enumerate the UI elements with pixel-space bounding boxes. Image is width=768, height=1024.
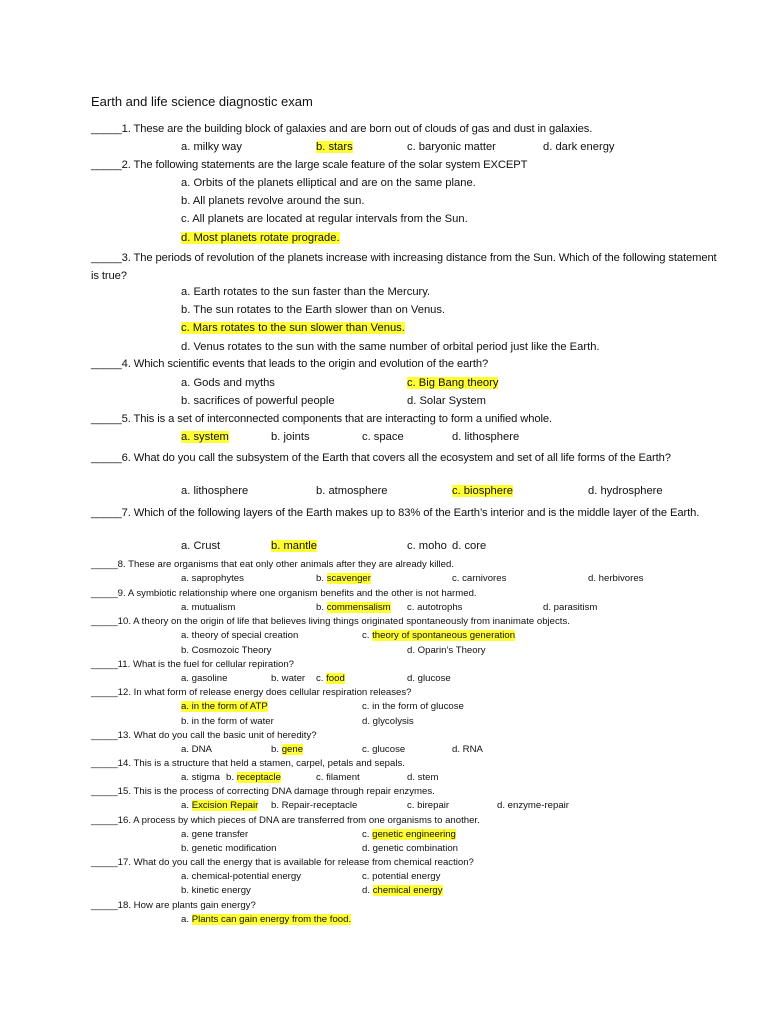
q14-option-d: d. stem — [407, 772, 439, 783]
q3-option-b: b. The sun rotates to the Earth slower than on Venus. — [181, 304, 446, 316]
q14-option-c: c. filament — [316, 772, 360, 783]
question-10: _____10. A theory on the origin of life that believes living things originated spontaneously from inanimate objects. — [91, 616, 570, 627]
q9-option-c: c. autotrophs — [407, 602, 463, 613]
q1-option-a: a. milky way — [181, 141, 242, 153]
q3-option-d: d. Venus rotates to the sun with the same number of orbital period just like the Earth. — [181, 341, 600, 353]
question-12: _____12. In what form of release energy does cellular respiration releases? — [91, 687, 412, 698]
q5-option-c: c. space — [362, 431, 404, 443]
q15-option-c: c. birepair — [407, 800, 450, 811]
question-1: _____1. These are the building block of galaxies and are born out of clouds of gas and dust in galaxies. — [91, 123, 593, 135]
q6-option-c-answer: c. biosphere — [452, 485, 513, 497]
q9-option-b: b. commensalism — [316, 602, 391, 613]
q1-option-d: d. dark energy — [543, 141, 615, 153]
question-15: _____15. This is the process of correcting DNA damage through repair enzymes. — [91, 786, 435, 797]
question-8: _____8. These are organisms that eat only other animals after they are already killed. — [91, 559, 454, 570]
q10-option-c: c. theory of spontaneous generation — [362, 630, 516, 641]
q2-option-d-answer: d. Most planets rotate prograde. — [181, 232, 340, 244]
q10-option-b: b. Cosmozoic Theory — [181, 645, 272, 656]
question-2: _____2. The following statements are the large scale feature of the solar system EXCEPT — [91, 159, 528, 171]
q11-option-c: c. food — [316, 673, 345, 684]
q7-option-b-answer: b. mantle — [271, 540, 318, 552]
q11-option-d: d. glucose — [407, 673, 451, 684]
question-14: _____14. This is a structure that held a stamen, carpel, petals and sepals. — [91, 758, 405, 769]
question-9: _____9. A symbiotic relationship where one organism benefits and the other is not harmed. — [91, 588, 477, 599]
question-5: _____5. This is a set of interconnected components that are interacting to form a unified whole. — [91, 413, 552, 425]
q2-option-a: a. Orbits of the planets elliptical and are on the same plane. — [181, 177, 476, 189]
q7-option-d: d. core — [452, 540, 487, 552]
q15-option-d: d. enzyme-repair — [497, 800, 569, 811]
q7-option-c: c. moho — [407, 540, 447, 552]
q9-option-d: d. parasitism — [543, 602, 598, 613]
q2-option-c: c. All planets are located at regular intervals from the Sun. — [181, 213, 468, 225]
question-17: _____17. What do you call the energy that is available for release from chemical reaction? — [91, 857, 474, 868]
q6-option-d: d. hydrosphere — [588, 485, 663, 497]
question-6: _____6. What do you call the subsystem of the Earth that covers all the ecosystem and set of all life forms of the Earth? — [91, 452, 671, 464]
q9-answer-highlight: commensalism — [326, 602, 391, 613]
q13-answer-highlight: gene — [281, 744, 304, 755]
q15-option-b: b. Repair-receptacle — [271, 800, 358, 811]
q16-answer-highlight: genetic engineering — [372, 829, 456, 840]
exam-title: Earth and life science diagnostic exam — [91, 94, 313, 109]
q5-option-d: d. lithosphere — [452, 431, 520, 443]
q14-option-a: a. stigma — [181, 772, 220, 783]
q6-option-b: b. atmosphere — [316, 485, 388, 497]
q12-option-a-answer: a. in the form of ATP — [181, 701, 268, 712]
q12-option-c: c. in the form of glucose — [362, 701, 464, 712]
question-13: _____13. What do you call the basic unit of heredity? — [91, 730, 317, 741]
question-16: _____16. A process by which pieces of DNA are transferred from one organisms to another. — [91, 815, 480, 826]
q6-option-a: a. lithosphere — [181, 485, 249, 497]
q16-option-c: c. genetic engineering — [362, 829, 456, 840]
q14-option-b: b. receptacle — [226, 772, 281, 783]
q10-option-a: a. theory of special creation — [181, 630, 299, 641]
q9-option-a: a. mutualism — [181, 602, 236, 613]
q1-option-b-answer: b. stars — [316, 141, 353, 153]
q7-option-a: a. Crust — [181, 540, 221, 552]
q16-option-d: d. genetic combination — [362, 843, 458, 854]
q10-option-d: d. Oparin’s Theory — [407, 645, 486, 656]
q17-option-a: a. chemical-potential energy — [181, 871, 301, 882]
question-11: _____11. What is the fuel for cellular repiration? — [91, 659, 295, 670]
q8-option-a: a. saprophytes — [181, 573, 244, 584]
q12-option-b: b. in the form of water — [181, 716, 274, 727]
question-18: _____18. How are plants gain energy? — [91, 900, 256, 911]
q13-option-d: d. RNA — [452, 744, 483, 755]
q8-option-b: b. scavenger — [316, 573, 371, 584]
q16-option-b: b. genetic modification — [181, 843, 277, 854]
q8-option-d: d. herbivores — [588, 573, 644, 584]
q10-answer-highlight: theory of spontaneous generation — [372, 630, 516, 641]
q4-option-d: d. Solar System — [407, 395, 486, 407]
q17-option-c: c. potential energy — [362, 871, 441, 882]
q18-answer-highlight: Plants can gain energy from the food. — [191, 914, 352, 925]
q17-option-d: d. chemical energy — [362, 885, 443, 896]
q11-answer-highlight: food — [326, 673, 345, 684]
q4-option-a: a. Gods and myths — [181, 377, 275, 389]
q8-answer-highlight: scavenger — [326, 573, 371, 584]
q15-answer-highlight: Excision Repair — [191, 800, 259, 811]
q16-option-a: a. gene transfer — [181, 829, 249, 840]
q11-option-a: a. gasoline — [181, 673, 228, 684]
q4-option-b: b. sacrifices of powerful people — [181, 395, 335, 407]
q5-option-a-answer: a. system — [181, 431, 229, 443]
q18-option-a: a. Plants can gain energy from the food. — [181, 914, 352, 925]
q3-option-a: a. Earth rotates to the sun faster than the Mercury. — [181, 286, 431, 298]
q8-option-c: c. carnivores — [452, 573, 507, 584]
q13-option-b: b. gene — [271, 744, 304, 755]
q15-option-a: a. Excision Repair — [181, 800, 259, 811]
q17-option-b: b. kinetic energy — [181, 885, 251, 896]
question-7: _____7. Which of the following layers of the Earth makes up to 83% of the Earth’s interior and is the middle layer of the Earth. — [91, 507, 700, 519]
q12-option-d: d. glycolysis — [362, 716, 414, 727]
q11-option-b: b. water — [271, 673, 306, 684]
q13-option-a: a. DNA — [181, 744, 212, 755]
question-3: _____3. The periods of revolution of the planets increase with increasing distance from the Sun. Which of the following statement is true? — [91, 252, 717, 282]
q2-option-b: b. All planets revolve around the sun. — [181, 195, 365, 207]
q13-option-c: c. glucose — [362, 744, 406, 755]
question-4: _____4. Which scientific events that leads to the origin and evolution of the earth? — [91, 358, 489, 370]
q17-answer-highlight: chemical energy — [372, 885, 443, 896]
q1-option-c: c. baryonic matter — [407, 141, 496, 153]
q4-option-c-answer: c. Big Bang theory — [407, 377, 499, 389]
q3-option-c-answer: c. Mars rotates to the sun slower than Venus. — [181, 322, 405, 334]
q14-answer-highlight: receptacle — [236, 772, 281, 783]
q5-option-b: b. joints — [271, 431, 310, 443]
